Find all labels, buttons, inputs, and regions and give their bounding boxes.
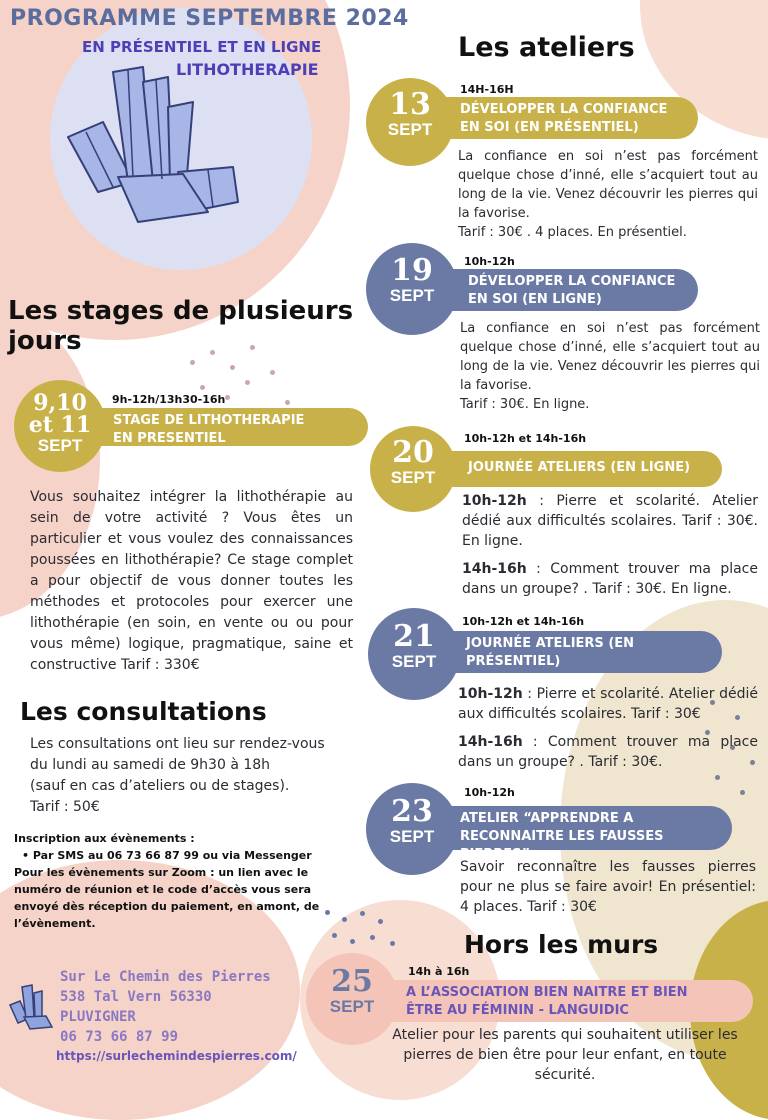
atelier-20-title-line1: JOURNÉE ATELIERS (EN LIGNE) <box>468 460 691 475</box>
atelier-20-text <box>462 491 758 599</box>
atelier-23-title-bar <box>440 806 732 862</box>
hors-murs-day: 25 <box>331 964 373 999</box>
atelier-21-slot2 <box>458 732 758 772</box>
consultations-heading: Les consultations <box>20 697 267 726</box>
consultations-line2: du lundi au samedi de 9h30 à 18h <box>30 757 271 773</box>
atelier-13-title-bar <box>440 97 698 139</box>
atelier-23-title-line1: ATELIER “APPRENDRE A <box>460 811 634 826</box>
atelier-20-time: 10h-12h et 14h-16h <box>464 432 587 445</box>
stage-time: 9h-12h/13h30-16h <box>112 393 226 406</box>
atelier-19-day: 19 <box>391 253 433 288</box>
atelier-23-month: SEPT <box>389 827 435 846</box>
atelier-13-date-badge <box>366 78 454 166</box>
stage-description: Vous souhaitez intégrer la lithothérapie au sein de votre activité ? Vous êtes un particulier et vous voulez des connaissances poussées en lithothérapie? Ce stage complet a pour objectif de vous donner toutes les méthodes et protocoles pour exercer une lithothérapie (en soin, en vente ou ou pour vous même) logique, pragmatique, saine et constructive Tarif : 330€ <box>30 489 353 673</box>
atelier-20-day: 20 <box>392 435 434 470</box>
atelier-21-slot2-text: : Comment trouver ma place dans un groupe? . Tarif : 30€. <box>458 734 758 770</box>
atelier-19-time: 10h-12h <box>464 255 515 268</box>
atelier-21-slot1-text: : Pierre et scolarité. Atelier dédié aux difficultés scolaires. Tarif : 30€ <box>458 686 758 722</box>
atelier-20-slot2 <box>462 559 758 599</box>
atelier-19-title-line1: DÉVELOPPER LA CONFIANCE <box>468 274 676 289</box>
atelier-19-price: Tarif : 30€. En ligne. <box>460 397 590 412</box>
atelier-20-month: SEPT <box>390 468 436 487</box>
stage-month: SEPT <box>37 436 83 455</box>
atelier-21-text <box>458 684 758 772</box>
atelier-21-month: SEPT <box>391 652 437 671</box>
stage-title-bar <box>85 408 368 446</box>
atelier-21-time: 10h-12h et 14h-16h <box>462 615 585 628</box>
atelier-13-price: Tarif : 30€ . 4 places. En présentiel. <box>458 225 687 240</box>
atelier-23-text: Savoir reconnaître les fausses pierres pour ne plus se faire avoir! En présentiel: 4 places. Tarif : 30€ <box>460 859 756 915</box>
inscription-block <box>14 830 334 932</box>
atelier-23-day: 23 <box>391 794 433 829</box>
atelier-21-day: 21 <box>393 619 435 654</box>
page-topic: LITHOTHERAPIE <box>176 60 319 79</box>
website-link[interactable]: https://surlechemindespierres.com/ <box>56 1049 297 1063</box>
atelier-13-month: SEPT <box>387 120 433 139</box>
stage-date-badge <box>14 380 106 472</box>
atelier-21-title-bar <box>440 631 722 673</box>
atelier-20-slot1-text: : Pierre et scolarité. Atelier dédié aux difficultés scolaires. Tarif : 30€. En ligne. <box>462 493 758 549</box>
stage-day-line2: et 11 <box>28 412 92 438</box>
atelier-19-text <box>460 319 760 414</box>
hors-murs-text: Atelier pour les parents qui souhaitent utiliser les pierres de bien être pour leur enfant, en toute sécurité. <box>392 1027 738 1083</box>
atelier-20-date-badge <box>370 426 456 512</box>
atelier-21-slot1 <box>458 684 758 724</box>
hors-murs-time: 14h à 16h <box>408 965 470 978</box>
atelier-21-date-badge <box>368 608 460 700</box>
contact-phone: 06 73 66 87 99 <box>60 1029 179 1045</box>
atelier-20-slot1-time: 10h-12h <box>462 493 527 509</box>
atelier-13-title-line1: DÉVELOPPER LA CONFIANCE <box>460 102 668 117</box>
page-title: PROGRAMME SEPTEMBRE 2024 <box>10 6 409 31</box>
crystal-logo <box>6 983 58 1031</box>
contact-city: PLUVIGNER <box>60 1009 136 1025</box>
stages-heading <box>8 296 353 356</box>
contact-block <box>60 967 271 1047</box>
stage-title-line2: EN PRESENTIEL <box>113 431 226 446</box>
atelier-13-text <box>458 147 758 242</box>
hors-murs-month: SEPT <box>329 997 375 1016</box>
atelier-13-day: 13 <box>389 87 431 122</box>
inscription-bullet: Par SMS au 06 73 66 87 99 ou via Messenger <box>32 849 312 862</box>
atelier-19-description: La confiance en soi n’est pas forcément quelque chose d’inné, elle s’acquiert tout au long de la vie. Venez découvrir les pierres qui la favorise. <box>460 321 760 393</box>
atelier-21-slot1-time: 10h-12h <box>458 686 523 702</box>
contact-address: 538 Tal Vern 56330 <box>60 989 212 1005</box>
contact-name: Sur Le Chemin des Pierres <box>60 969 271 985</box>
ateliers-heading: Les ateliers <box>458 32 635 63</box>
stage-day-line1: 9,10 <box>33 390 87 416</box>
consultations-line3: (sauf en cas d’ateliers ou de stages). <box>30 778 290 794</box>
atelier-20-slot1 <box>462 491 758 551</box>
inscription-title: Inscription aux évènements : <box>14 832 195 845</box>
crystal-illustration <box>58 62 248 232</box>
atelier-19-title-bar <box>440 269 698 311</box>
atelier-20-slot2-time: 14h-16h <box>462 561 527 577</box>
atelier-21-title-line2: PRÉSENTIEL) <box>466 654 561 669</box>
consultations-line1: Les consultations ont lieu sur rendez-vous <box>30 736 325 752</box>
atelier-13-title-line2: EN SOI (EN PRÉSENTIEL) <box>460 120 639 135</box>
inscription-zoom: Pour les évènements sur Zoom : un lien avec le numéro de réunion et le code d’accès vous sera envoyé dès réception du paiement, en amont, de l’évènement. <box>14 866 320 930</box>
inscription-bullet-row: • Par SMS au 06 73 66 87 99 ou via Messenger <box>22 849 312 862</box>
atelier-20-title-bar <box>440 451 722 487</box>
atelier-23-date-badge <box>366 783 458 875</box>
consultations-price: Tarif : 50€ <box>30 799 100 815</box>
atelier-13-description: La confiance en soi n’est pas forcément quelque chose d’inné, elle s’acquiert tout au long de la vie. Venez découvrir les pierres qui la favorise. <box>458 149 758 221</box>
page-subtitle: EN PRÉSENTIEL ET EN LIGNE <box>82 38 322 56</box>
hors-murs-title-line1: A L’ASSOCIATION BIEN NAITRE ET BIEN <box>406 985 688 1000</box>
stages-heading-line1: Les stages de plusieurs <box>8 296 354 326</box>
atelier-13-time: 14H-16H <box>460 83 514 96</box>
hors-murs-heading: Hors les murs <box>464 930 659 959</box>
atelier-21-title-line1: JOURNÉE ATELIERS (EN <box>466 636 635 651</box>
hors-murs-title-line2: ÊTRE AU FÉMININ - LANGUIDIC <box>406 1003 629 1018</box>
atelier-19-month: SEPT <box>389 286 435 305</box>
atelier-23-title-line2: RECONNAITRE LES FAUSSES PIERRES” <box>460 829 664 862</box>
atelier-20-slot2-text: : Comment trouver ma place dans un groupe? . Tarif : 30€. En ligne. <box>462 561 758 597</box>
atelier-19-date-badge <box>366 243 458 335</box>
stage-title-line1: STAGE DE LITHOTHERAPIE <box>113 413 305 428</box>
atelier-23-time: 10h-12h <box>464 786 515 799</box>
consultations-text <box>30 734 360 818</box>
hors-murs-title-bar <box>360 980 753 1022</box>
atelier-21-slot2-time: 14h-16h <box>458 734 523 750</box>
atelier-19-title-line2: EN SOI (EN LIGNE) <box>468 292 602 307</box>
stages-heading-line2: jours <box>8 326 82 356</box>
